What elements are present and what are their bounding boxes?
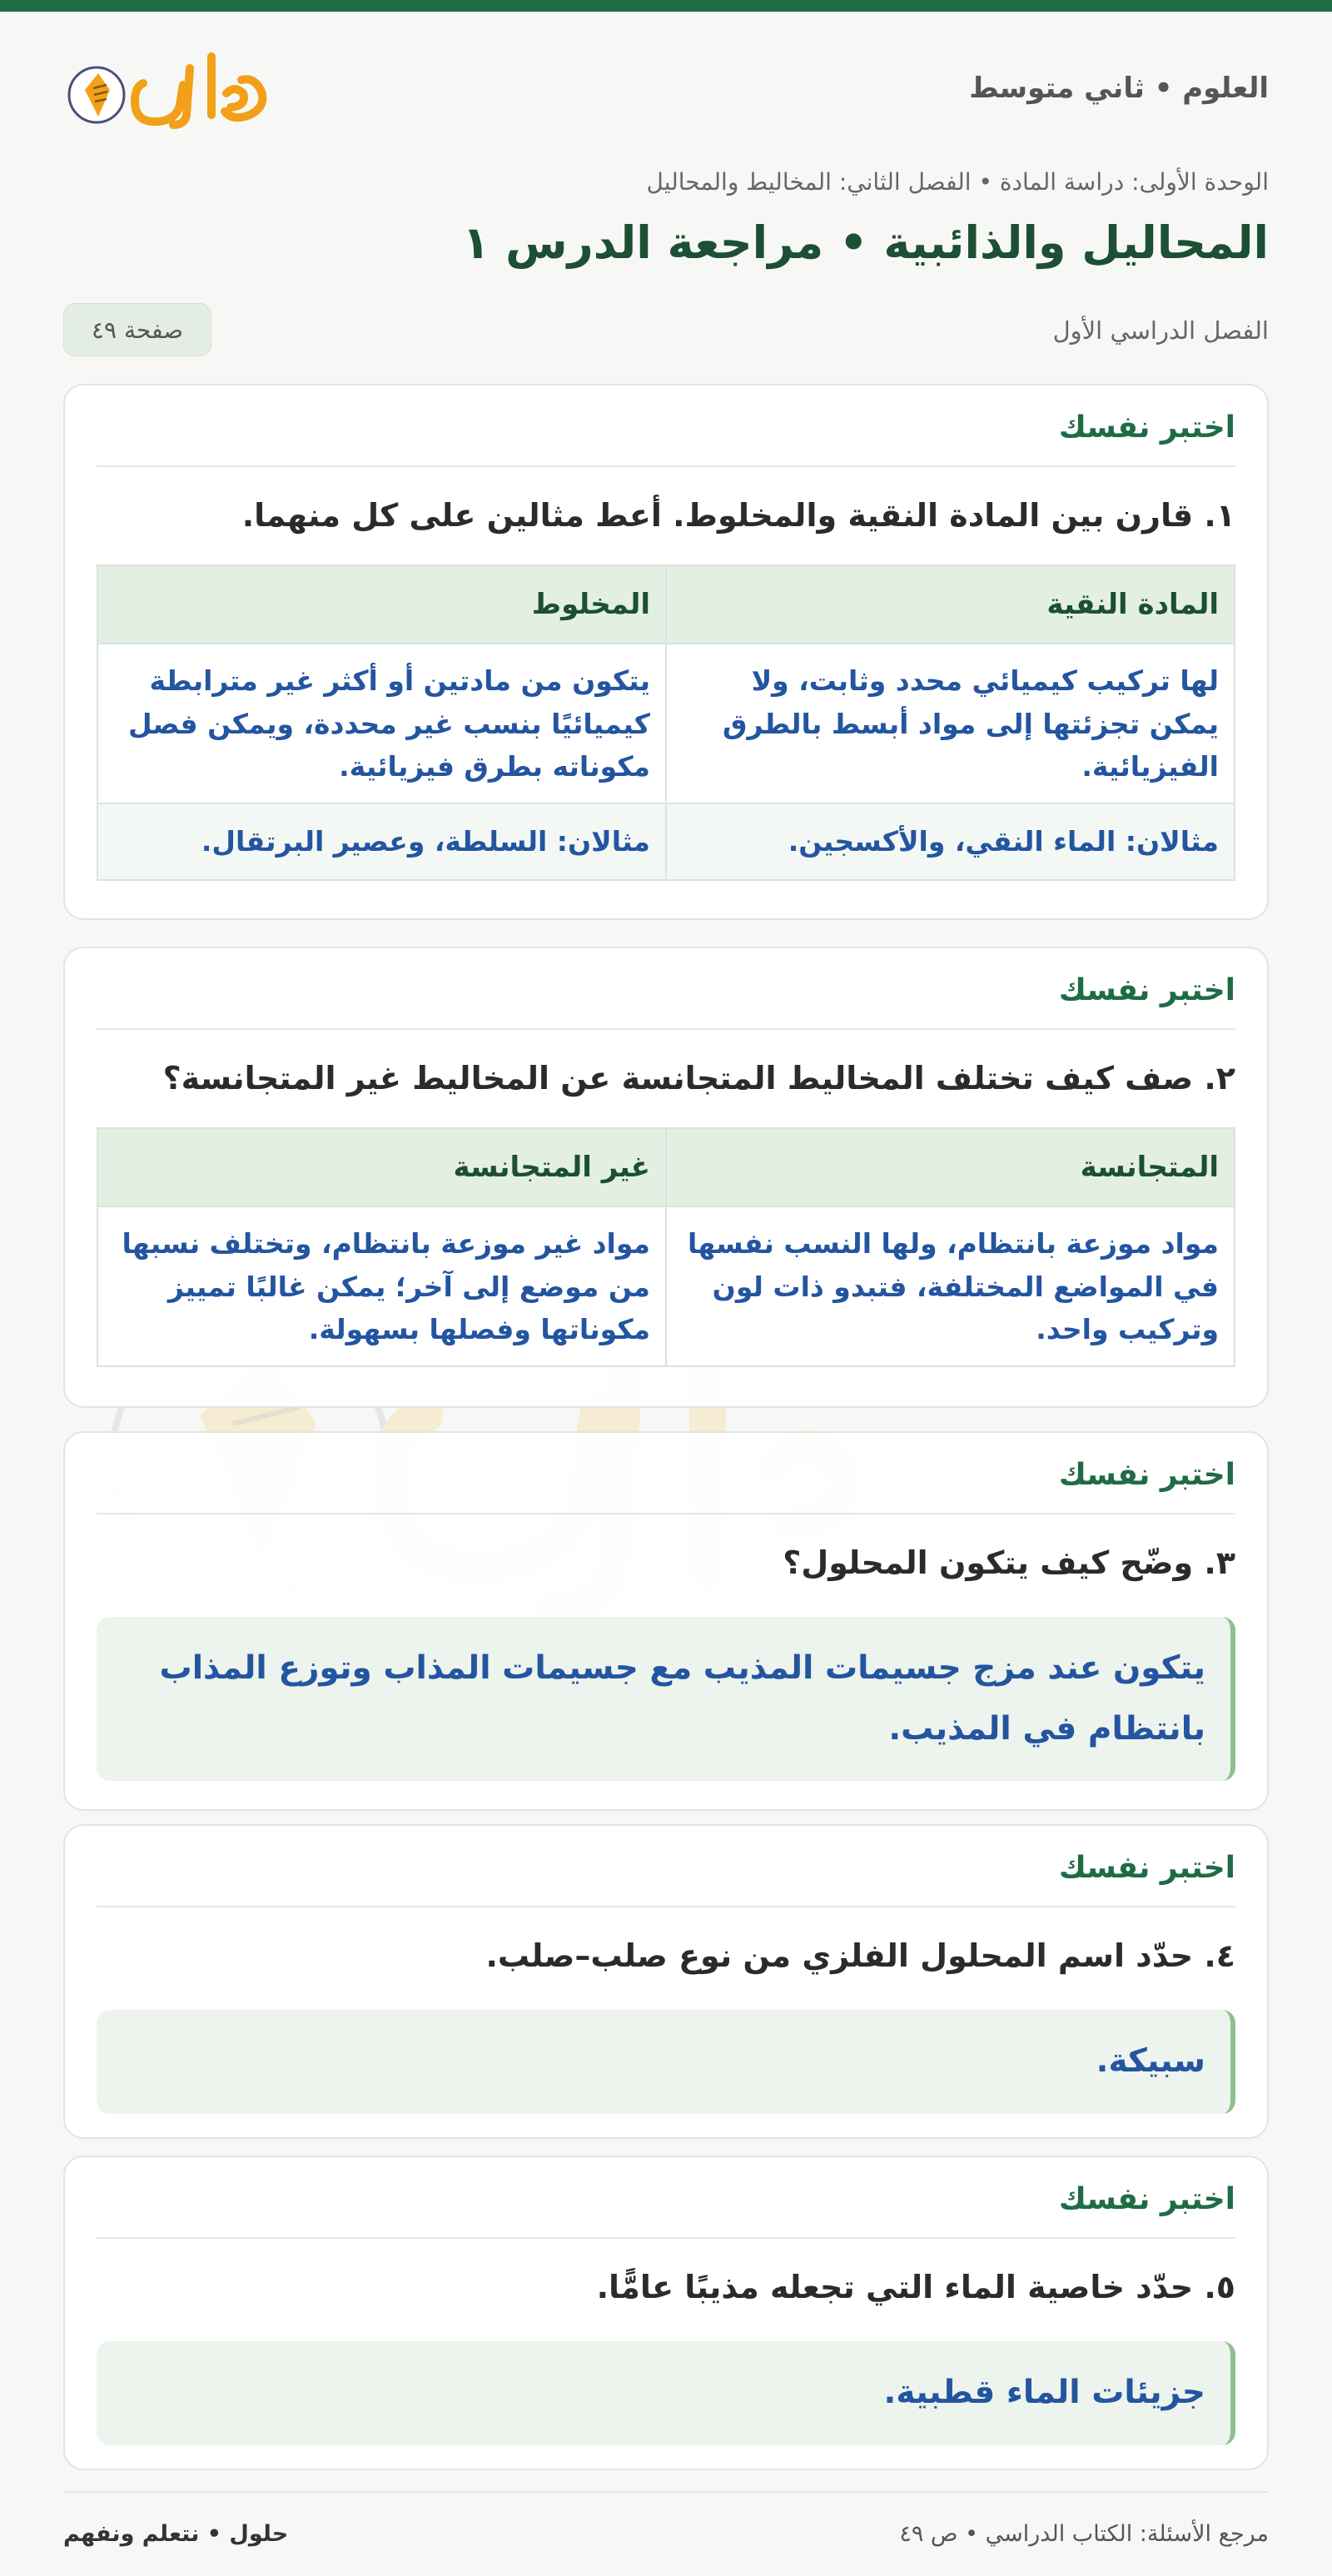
column-header: المخلوط [97,565,666,644]
table-row [97,803,1235,880]
table-header-row [97,565,1235,644]
term-label: الفصل الدراسي الأول [1052,316,1269,345]
column-header: غير المتجانسة [97,1128,666,1206]
question-card-4 [63,1824,1269,2139]
question-card-3 [63,1431,1269,1811]
question-card-1 [63,384,1269,920]
comparison-table [97,564,1235,880]
footer-brand: حلول • نتعلم ونفهم [63,2521,289,2547]
column-header: المتجانسة [666,1128,1235,1206]
table-header-row [97,1128,1235,1206]
question-text: ٤. حدّد اسم المحلول الفلزي من نوع صلب–صلب. [485,1937,1235,1974]
table-cell: لها تركيب كيميائي محدد وثابت، ولا يمكن تجزئتها إلى مواد أبسط بالطرق الفيزيائية. [666,644,1235,803]
card-label: اختبر نفسك [97,1458,1235,1514]
table-row [97,644,1235,803]
subject-title: العلوم • ثاني متوسط [969,72,1269,105]
table-cell: مثالان: الماء النقي، والأكسجين. [666,803,1235,880]
card-label: اختبر نفسك [97,973,1235,1030]
question-text: ٥. حدّد خاصية الماء التي تجعله مذيبًا عامًّا. [596,2269,1235,2305]
answer-box: جزيئات الماء قطبية. [97,2341,1235,2444]
question-card-2 [63,947,1269,1408]
question-text: ٢. صف كيف تختلف المخاليط المتجانسة عن المخاليط غير المتجانسة؟ [162,1060,1235,1097]
table-cell: يتكون من مادتين أو أكثر غير مترابطة كيميائيًا بنسب غير محددة، ويمكن فصل مكوناته بطرق فيزيائية. [97,644,666,803]
page-header [63,12,1269,155]
card-label: اختبر نفسك [97,2182,1235,2239]
table-cell: مثالان: السلطة، وعصير البرتقال. [97,803,666,880]
comparison-table [97,1127,1235,1366]
question-card-5 [63,2156,1269,2470]
card-label: اختبر نفسك [97,410,1235,467]
question-text: ١. قارن بين المادة النقية والمخلوط. أعط مثالين على كل منهما. [241,497,1235,534]
page-number-badge: صفحة ٤٩ [63,303,211,356]
page-title: المحاليل والذائبية • مراجعة الدرس ١ [462,216,1269,269]
hulul-logo [63,43,280,143]
page-footer [63,2491,1269,2547]
page-meta [63,303,1269,356]
table-cell: مواد غير موزعة بانتظام، وتختلف نسبها من موضع إلى آخر؛ يمكن غالبًا تمييز مكوناتها وفصلها بسهولة. [97,1206,666,1365]
question-text: ٣. وضّح كيف يتكون المحلول؟ [783,1544,1235,1581]
column-header: المادة النقية [666,565,1235,644]
footer-reference: مرجع الأسئلة: الكتاب الدراسي • ص ٤٩ [899,2521,1269,2547]
answer-box: يتكون عند مزج جسيمات المذيب مع جسيمات المذاب وتوزع المذاب بانتظام في المذيب. [97,1617,1235,1780]
answer-box: سبيكة. [97,2010,1235,2113]
table-cell: مواد موزعة بانتظام، ولها النسب نفسها في المواضع المختلفة، فتبدو ذات لون وتركيب واحد. [666,1206,1235,1365]
page-content [63,12,1269,2547]
breadcrumb: الوحدة الأولى: دراسة المادة • الفصل الثاني: المخاليط والمحاليل [646,168,1269,196]
table-row [97,1206,1235,1365]
card-label: اختبر نفسك [97,1851,1235,1907]
top-accent-bar [0,0,1332,12]
